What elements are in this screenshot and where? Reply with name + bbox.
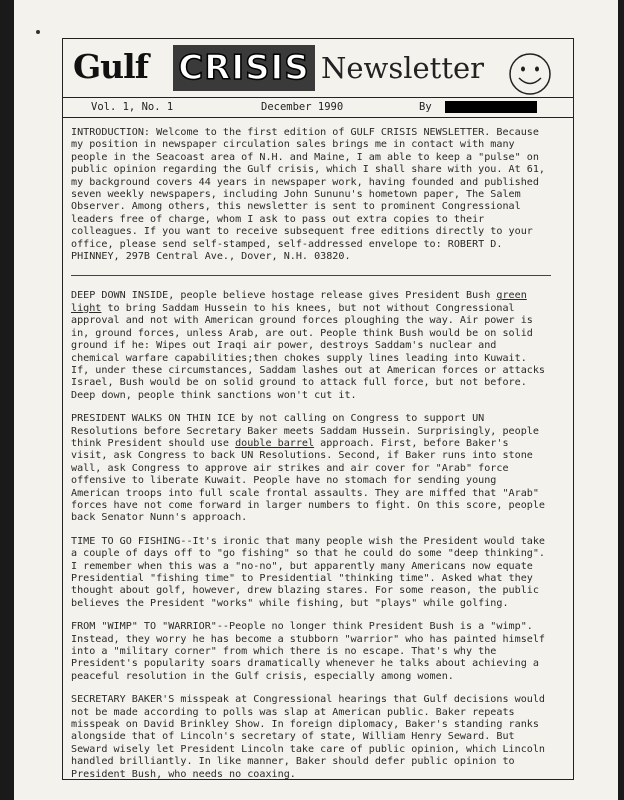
issue-info-bar <box>63 97 573 118</box>
baker-paragraph: SECRETARY BAKER'S misspeak at Congressional hearings that Gulf decisions would not be made according to polls was slap at American public. Baker repeats misspeak on David Brinkley Show. In foreign diplomacy, Baker's standing ranks alongside that of Lincoln's secretary of state, William Henry Seward. But Seward wisely let President Lincoln take care of public opinion, which Lincoln handled brilliantly. In like manner, Baker should defer public opinion to President Bush, who needs no coaxing. <box>71 694 546 780</box>
newsletter-frame <box>62 38 574 780</box>
redacted-author <box>445 101 537 113</box>
volume-number: Vol. 1, No. 1 <box>91 101 174 113</box>
masthead-newsletter: Newsletter <box>321 51 485 85</box>
smiley-face-icon <box>507 51 553 97</box>
thin-ice-paragraph <box>71 413 551 525</box>
thin-ice-text-start: PRESIDENT WALKS ON THIN ICE by not calling on Congress to support UN Resolutions before Secretary Baker meets Saddam Hussein. Surprisingly, people think President should use <box>71 413 539 449</box>
punch-hole <box>36 30 40 34</box>
masthead-gulf: Gulf <box>73 47 148 86</box>
green-light-underline: green light <box>71 290 527 314</box>
masthead <box>63 39 573 98</box>
intro-paragraph: INTRODUCTION: Welcome to the first edition of GULF CRISIS NEWSLETTER. Because my position in newspaper circulation sales brings me in contact with many people in the Seacoast area of N.H. and Maine, I am able to keep a "pulse" on public opinion regarding the Gulf crisis, which I shall share with you. At 61, my background covers 44 years in newspaper work, having founded and published seven weekly newspapers, including John Sununu's hometown paper, The Salem Observer. Among others, this newsletter is sent to prominent Congressional leaders free of charge, whom I ask to pass out extra copies to their colleagues. If you want to receive subsequent free editions directly to your office, please send self-stamped, self-addressed envelope to: ROBERT D. PHINNEY, 297B Central Ave., Dover, N.H. 03820. <box>71 127 546 263</box>
masthead-crisis: CRISIS <box>178 48 310 88</box>
deep-down-text-start: DEEP DOWN INSIDE, people believe hostage release gives President Bush <box>71 290 497 302</box>
newsletter-body <box>71 127 551 792</box>
double-barrel-underline: double barrel <box>235 437 315 449</box>
deep-down-text-end: to bring Saddam Hussein to his knees, but not without Congressional approval and not with American ground forces ploughing the way. Air power is in, ground forces, unless Arab, are out. People think Bush would be on solid ground if he: Wipes out Iraqi air power, destroys Saddam's nuclear and chemical warfare capabilities;then chokes supply lines leading into Kuwait. If, under these circumstances, Saddam lashes out at American forces or attacks Israel, Bush would be on solid ground to attack full force, but not before. Deep down, people think sanctions won't cut it. <box>71 302 546 401</box>
deep-down-paragraph <box>71 290 551 402</box>
newsletter-page <box>14 0 618 800</box>
byline-label: By <box>419 101 432 113</box>
masthead-crisis-block <box>173 45 315 91</box>
thin-ice-text-end: approach. First, before Baker's visit, ask Congress to back UN Resolutions. Second, if Baker runs into stone wall, ask Congress to approve air strikes and air cover for "Arab" force offensive to liberate Kuwait. People have no stomach for sending young American troops into full scale frontal assaults. They are miffed that "Arab" forces have not come forward in larger numbers to fight. On this score, people back Senator Nunn's approach. <box>71 437 546 524</box>
fishing-paragraph: TIME TO GO FISHING--It's ironic that many people wish the President would take a couple of days off to "go fishing" so that he could do some "deep thinking". I remember when this was a "no-no", but apparently many Americans now equate Presidential "fishing time" to Presidential "thinking time". Asked what they thought about golf, however, drew blazing stares. For some reason, the public believes the President "works" while fishing, but "plays" while golfing. <box>71 535 546 609</box>
issue-date: December 1990 <box>261 101 344 113</box>
wimp-warrior-paragraph: FROM "WIMP" TO "WARRIOR"--People no longer think President Bush is a "wimp". Instead, they worry he has become a stubborn "warrior" who has painted himself into a "military corner" from which there is no escape. That's why the President's popularity soars dramatically whenever he talks about achieving a peaceful resolution in the Gulf crisis, especially among women. <box>71 621 546 682</box>
section-divider <box>71 275 551 276</box>
